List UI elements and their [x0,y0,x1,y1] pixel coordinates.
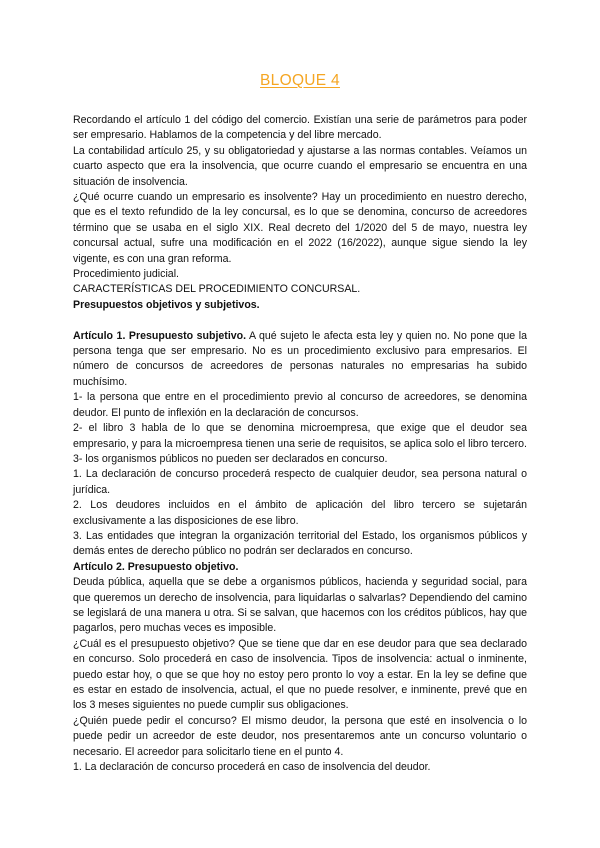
document-body [73,113,527,775]
article-1-heading: Artículo 1. Presupuesto subjetivo. [73,329,247,342]
article-2-paragraph: ¿Quién puede pedir el concurso? El mismo deudor, la persona que esté en insolvencia o lo puede pedir un acreedor de este deudor, nos presentaremos ante un concurso voluntario o necesario. El acreedor para solicitarlo tiene en el punto 4. [73,714,527,758]
article-1-paragraph: 1. La declaración de concurso procederá respecto de cualquier deudor, sea persona natural o jurídica. [73,468,527,496]
article-1-paragraph: 2. Los deudores incluidos en el ámbito de aplicación del libro tercero se sujetarán exclusivamente a las disposiciones de ese libro. [73,499,527,527]
article-2-paragraph: ¿Cuál es el presupuesto objetivo? Que se tiene que dar en ese deudor para que sea declarado en concurso. Solo procederá en caso de insolvencia. Tipos de insolvencia: actual o inminente, puedo estar hoy, o que se que hoy no estoy pero pronto lo voy a estar. En la ley se define que es estar en estado de insolvencia, actual, el que no puede resolver, e inminente, prevé que en los 3 meses siguientes no puede cumplir sus obligaciones. [73,637,527,712]
section-heading [73,298,527,313]
article-1-paragraph: 3- los organismos públicos no pueden ser declarados en concurso. [73,452,388,465]
article-1-intro [73,329,527,391]
article-2-paragraph: 1. La declaración de concurso procederá en caso de insolvencia del deudor. [73,761,431,774]
article-1-lead: A qué sujeto le afecta esta ley y quien no. No pone que la persona tenga que ser empresario. No es un procedimiento exclusivo para empresarios. El número de concursos de acreedores de personas naturales no empresarias ha subido muchísimo. [73,329,527,388]
article-2-heading: Artículo 2. Presupuesto objetivo. [73,560,239,573]
document-title: BLOQUE 4 [260,72,340,89]
blank-line [73,313,527,328]
article-2-paragraph: Deuda pública, aquella que se debe a organismos públicos, hacienda y seguridad social, para que queremos un derecho de insolvencia, para liquidarlas o salvarlas? Dependiendo del camino se legislará de una manera u otra. Si se salvan, que hacemos con los créditos públicos, hay que pagarlos, pero muchas veces es imposible. [73,576,527,635]
intro-paragraph: ¿Qué ocurre cuando un empresario es insolvente? Hay un procedimiento en nuestro derecho, que es el texto refundido de la ley concursal, es lo que se denomina, concurso de acreedores término que se usaba en el siglo XIX. Real decreto del 1/2020 del 5 de mayo, nuestra ley concursal actual, sufre una modificación en el 2022 (16/2022), aunque sigue siendo la ley vigente, es con una gran reforma. [73,191,527,265]
intro-paragraph: CARACTERÍSTICAS DEL PROCEDIMIENTO CONCURSAL. [73,283,361,296]
intro-paragraph: La contabilidad artículo 25, y su obligatoriedad y ajustarse a las normas contables. Veíamos un cuarto aspecto que era la insolvencia, que ocurre cuando el empresario se encuentra en una situación de insolvencia. [73,144,527,188]
article-2-heading-line [73,560,527,575]
section-heading-text: Presupuestos objetivos y subjetivos. [73,298,260,311]
intro-paragraph: Procedimiento judicial. [73,268,179,281]
article-1-paragraph: 2- el libro 3 habla de lo que se denomina microempresa, que exige que el deudor sea empresario, y para la microempresa tienen una serie de requisitos, se aplica solo el libro tercero. [73,422,527,450]
intro-paragraph: Recordando el artículo 1 del código del comercio. Existían una serie de parámetros para poder ser empresario. Hablamos de la competencia y del libre mercado. [73,114,527,142]
article-1-paragraph: 1- la persona que entre en el procedimiento previo al concurso de acreedores, se denomina deudor. El punto de inflexión en la declaración de concursos. [73,391,527,419]
article-1-paragraph: 3. Las entidades que integran la organización territorial del Estado, los organismos públicos y demás entes de derecho público no podrán ser declarados en concurso. [73,529,527,558]
